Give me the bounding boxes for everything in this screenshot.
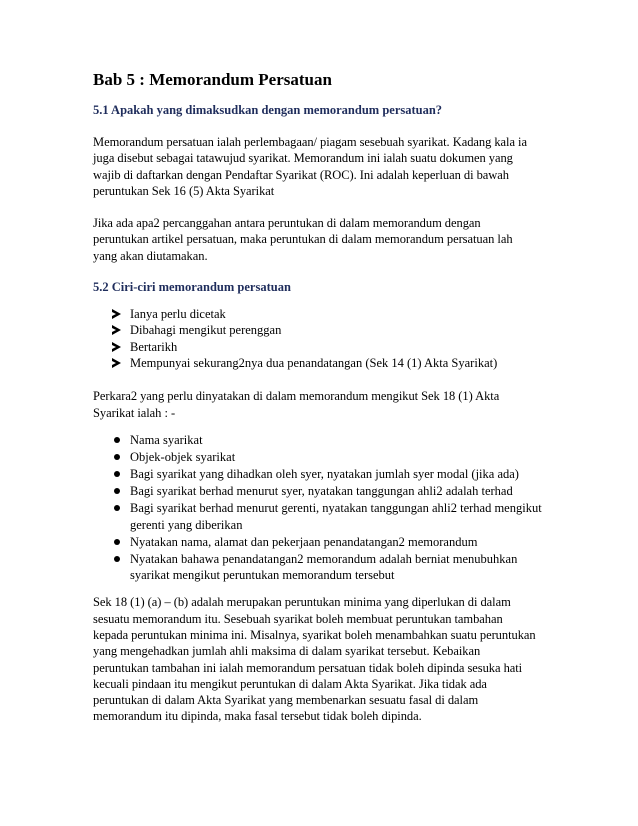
bullet-icon	[114, 556, 120, 562]
list-item	[112, 322, 553, 338]
text-line: sesuatu memorandum itu. Sesebuah syarikat boleh membuat peruntukan tambahan	[93, 611, 503, 626]
text-line: Jika ada apa2 percanggahan antara peruntukan di dalam memorandum dengan	[93, 216, 481, 231]
list-item	[112, 500, 553, 533]
text-line: yang mengehadkan jumlah ahli maksima di dalam syarikat tersebut. Kebaikan	[93, 644, 481, 659]
text-line: Perkara2 yang perlu dinyatakan di dalam memorandum mengikut Sek 18 (1) Akta	[93, 389, 500, 404]
bullet-icon	[114, 539, 120, 545]
section-5-1-paragraph-2	[93, 215, 553, 264]
list-item-text: Ianya perlu dicetak	[130, 307, 226, 322]
list-item	[112, 432, 553, 448]
list-item-text: Objek-objek syarikat	[130, 449, 236, 464]
bullet-icon	[114, 488, 120, 494]
section-5-1-paragraph-1	[93, 134, 553, 199]
text-line: peruntukan artikel persatuan, maka peruntukan di dalam memorandum persatuan lah	[93, 232, 513, 247]
list-item	[112, 534, 553, 550]
text-line: kecuali pindaan itu mengikut peruntukan di dalam Akta Syarikat. Jika tidak ada	[93, 676, 487, 691]
arrow-bullet-icon	[112, 342, 121, 352]
list-item-text: Bagi syarikat berhad menurut gerenti, nyatakan tanggungan ahli2 terhad mengikut gerenti yang diberikan	[130, 501, 542, 532]
text-line: juga disebut sebagai tatawujud syarikat. Memorandum ini ialah suatu dokumen yang	[93, 151, 513, 166]
bullet-icon	[114, 505, 120, 511]
section-5-1-heading: 5.1 Apakah yang dimaksudkan dengan memorandum persatuan?	[93, 103, 443, 117]
bullet-icon	[114, 437, 120, 443]
text-line: memorandum itu dipinda, maka fasal tersebut tidak boleh dipinda.	[93, 709, 422, 724]
document-page	[93, 70, 553, 725]
list-item	[112, 483, 553, 499]
list-item-text: Bagi syarikat yang dihadkan oleh syer, nyatakan jumlah syer modal (jika ada)	[130, 467, 519, 482]
requirements-intro	[93, 388, 553, 421]
arrow-bullet-icon	[112, 309, 121, 319]
list-item-text: Nyatakan nama, alamat dan pekerjaan penandatangan2 memorandum	[130, 534, 478, 549]
list-item	[112, 551, 553, 584]
list-item-text: Nama syarikat	[130, 432, 203, 447]
list-item-text: Bertarikh	[130, 339, 178, 354]
list-item	[112, 466, 553, 482]
characteristics-list	[93, 306, 553, 371]
list-item	[112, 306, 553, 322]
bullet-icon	[114, 454, 120, 460]
list-item	[112, 449, 553, 465]
text-line: Syarikat ialah : -	[93, 405, 176, 420]
arrow-bullet-icon	[112, 325, 121, 335]
text-line: peruntukan di dalam Akta Syarikat yang membenarkan sesuatu fasal di dalam	[93, 693, 479, 708]
list-item	[112, 355, 553, 371]
requirements-list	[93, 432, 553, 583]
text-line: kepada peruntukan minima ini. Misalnya, syarikat boleh menambahkan suatu peruntukan	[93, 627, 536, 642]
list-item-text: Dibahagi mengikut perenggan	[130, 323, 282, 338]
text-line: Memorandum persatuan ialah perlembagaan/ piagam sesebuah syarikat. Kadang kala ia	[93, 135, 527, 149]
closing-paragraph	[93, 594, 553, 724]
text-line: yang akan diutamakan.	[93, 248, 208, 263]
text-line: peruntukan Sek 16 (5) Akta Syarikat	[93, 183, 275, 198]
section-5-2-heading: 5.2 Ciri-ciri memorandum persatuan	[93, 280, 291, 295]
text-line: wajib di daftarkan dengan Pendaftar Syarikat (ROC). Ini adalah keperluan di bawah	[93, 167, 509, 182]
list-item-text: Bagi syarikat berhad menurut syer, nyatakan tanggungan ahli2 adalah terhad	[130, 484, 513, 499]
bullet-icon	[114, 471, 120, 477]
page-title: Bab 5 : Memorandum Persatuan	[93, 70, 332, 89]
text-line: Sek 18 (1) (a) – (b) adalah merupakan peruntukan minima yang diperlukan di dalam	[93, 595, 511, 610]
text-line: peruntukan tambahan ini ialah memorandum persatuan tidak boleh dipinda sesuka hati	[93, 660, 523, 675]
list-item	[112, 339, 553, 355]
arrow-bullet-icon	[112, 358, 121, 368]
list-item-text: Nyatakan bahawa penandatangan2 memorandum adalah berniat menubuhkan syarikat mengikut peruntukan memorandum tersebut	[130, 551, 518, 583]
list-item-text: Mempunyai sekurang2nya dua penandatangan (Sek 14 (1) Akta Syarikat)	[130, 355, 498, 370]
